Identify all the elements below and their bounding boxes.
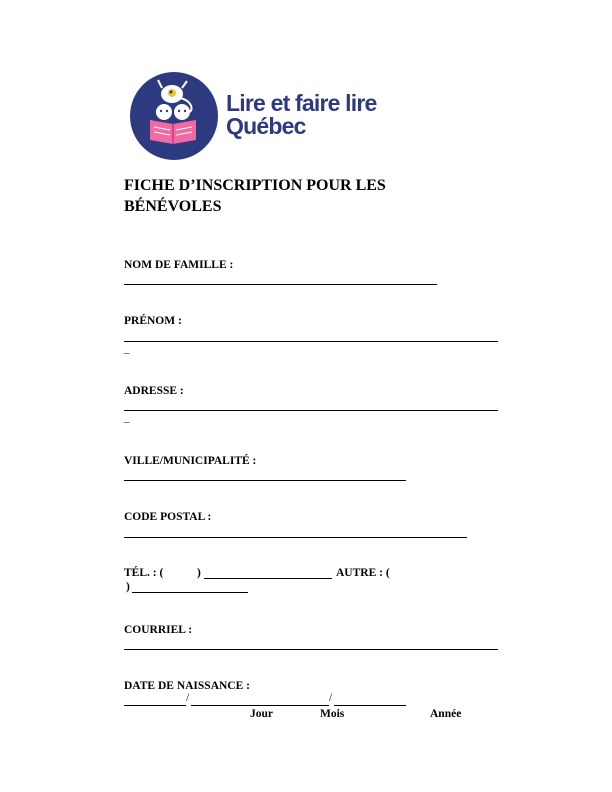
postal-code-label: CODE POSTAL :	[124, 511, 212, 523]
last-name-field[interactable]	[124, 284, 437, 285]
address-continuation: _	[124, 412, 130, 424]
other-phone-label: AUTRE : (	[336, 567, 390, 579]
date-separator-2: /	[329, 692, 333, 704]
page-title: FICHE D’INSCRIPTION POUR LES BÉNÉVOLES	[124, 177, 386, 215]
date-separator-1: /	[186, 692, 190, 704]
birth-date-label: DATE DE NAISSANCE :	[124, 680, 250, 692]
phone-area-close: )	[197, 567, 201, 579]
other-phone-area-close: )	[126, 581, 130, 593]
logo-text-line1: Lire et faire lire	[226, 90, 377, 116]
email-label: COURRIEL :	[124, 624, 193, 636]
address-field[interactable]	[124, 410, 498, 411]
last-name-label: NOM DE FAMILLE :	[124, 259, 234, 271]
logo-text-line2: Québec	[226, 113, 306, 139]
logo	[130, 72, 390, 162]
postal-code-field[interactable]	[124, 537, 467, 538]
logo-badge	[130, 72, 218, 160]
email-field[interactable]	[124, 649, 498, 650]
first-name-label: PRÉNOM :	[124, 315, 182, 327]
year-caption: Année	[430, 708, 462, 720]
city-label: VILLE/MUNICIPALITÉ :	[124, 455, 257, 467]
birth-month-field[interactable]	[191, 705, 329, 706]
day-caption: Jour	[250, 708, 273, 720]
phone-field[interactable]	[204, 578, 332, 579]
birth-day-field[interactable]	[124, 705, 186, 706]
city-field[interactable]	[124, 480, 406, 481]
month-caption: Mois	[320, 708, 345, 720]
child-reading-book-icon	[130, 72, 218, 160]
first-name-field[interactable]	[124, 341, 498, 342]
birth-year-field[interactable]	[334, 705, 406, 706]
first-name-continuation: _	[124, 343, 130, 355]
phone-label: TÉL. : (	[124, 567, 164, 579]
other-phone-field[interactable]	[132, 592, 248, 593]
address-label: ADRESSE :	[124, 385, 184, 397]
